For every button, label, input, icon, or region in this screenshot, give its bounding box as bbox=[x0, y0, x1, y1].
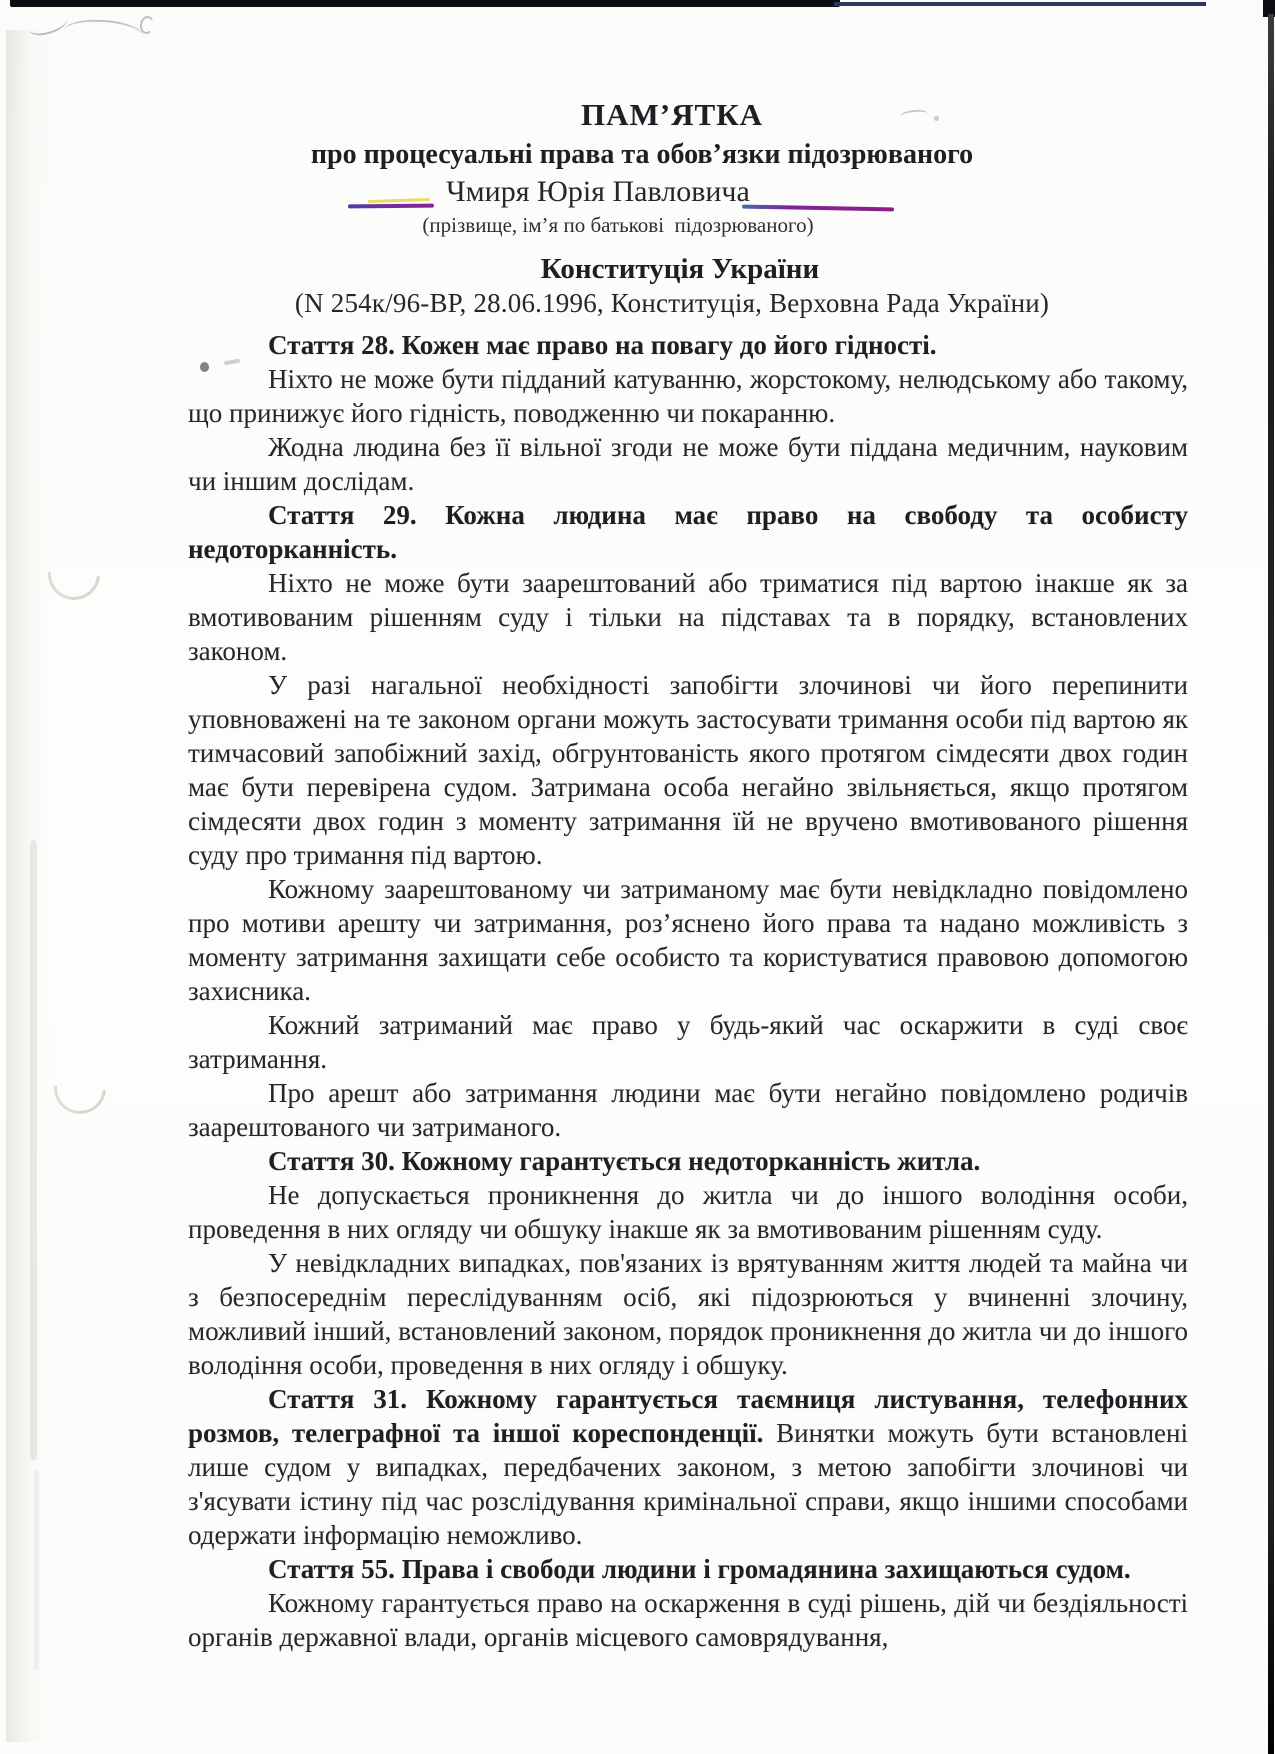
paragraph-text: У разі нагальної необхідності запобігти злочинові чи його перепинити уповноважені на те законом органи можуть застосувати тримання особи під вартою як тимчасовий запобіжний захід, обгрунтованість якого протягом сімдесяти двох годин має бути перевірена судом. Затримана особа негайно звільняється, якщо протягом сімдесяти двох годин з моменту затримання їй не вручено вмотивованого рішення суду про тримання під вартою. bbox=[188, 670, 1188, 870]
paragraph-text: У невідкладних випадках, пов'язаних із врятуванням життя людей та майна чи з безпосереднім переслідуванням осіб, які підозрюються у вчиненні злочину, можливий інший, встановлений законом, порядок проникнення до житла чи до іншого володіння особи, проведення в них огляду і обшуку. bbox=[188, 1248, 1188, 1380]
doc-title: ПАМ’ЯТКА bbox=[580, 97, 763, 132]
law-reference: (N 254к/96-ВР, 28.06.1996, Конституція, Верховна Рада України) bbox=[294, 288, 1050, 318]
paragraph-text: Про арешт або затримання людини має бути негайно повідомлено родичів заарештованого чи затриманого. bbox=[188, 1078, 1188, 1142]
article-paragraph bbox=[188, 498, 1188, 566]
article-paragraph bbox=[188, 328, 1188, 362]
paragraph-text: Винятки можуть бути встановлені лише судом у випадках, передбачених законом, з метою запобігти злочинові чи з'ясувати істину під час розслідування кримінальної справи, якщо іншими способами одержати інформацію неможливо. bbox=[188, 1418, 1188, 1550]
paragraph-text: Ніхто не може бути заарештований або триматися під вартою інакше як за вмотивованим рішенням суду і тільки на підставах та в порядку, встановлених законом. bbox=[188, 568, 1188, 666]
paragraph-text: Кожному заарештованому чи затриманому має бути невідкладно повідомлено про мотиви арешту чи затримання, роз’яснено його права та надано можливість з моменту затримання захищати себе особисто та користуватися правовою допомогою захисника. bbox=[188, 874, 1188, 1006]
article-heading: Стаття 29. Кожна людина має право на свободу та особисту недоторканність. bbox=[188, 500, 1188, 564]
suspect-name: Чмиря Юрія Павловича bbox=[446, 175, 750, 208]
body-paragraph bbox=[188, 872, 1188, 1008]
paragraph-text: Не допускається проникнення до житла чи до іншого володіння особи, проведення в них огляду чи обшуку інакше як за вмотивованим рішенням суду. bbox=[188, 1180, 1188, 1244]
paragraph-text: Кожному гарантується право на оскарження в суді рішень, дій чи бездіяльності органів державної влади, органів місцевого самоврядування, bbox=[188, 1588, 1188, 1652]
body-paragraph bbox=[188, 430, 1188, 498]
law-title: Конституція України bbox=[540, 253, 820, 285]
article-paragraph bbox=[188, 1144, 1188, 1178]
body-paragraph bbox=[188, 1008, 1188, 1076]
article-heading: Стаття 30. Кожному гарантується недоторканність житла. bbox=[268, 1146, 981, 1176]
document-body bbox=[188, 328, 1188, 1654]
law-block bbox=[188, 252, 1188, 320]
article-heading: Стаття 55. Права і свободи людини і громадянина захищаються судом. bbox=[268, 1554, 1131, 1584]
article-heading: Стаття 28. Кожен має право на повагу до його гідності. bbox=[268, 330, 937, 360]
body-paragraph bbox=[188, 1246, 1188, 1382]
article-paragraph bbox=[188, 1552, 1188, 1586]
paragraph-text: Ніхто не може бути підданий катуванню, жорстокому, нелюдському або такому, що принижує його гідність, поводженню чи покаранню. bbox=[188, 364, 1188, 428]
body-paragraph bbox=[188, 668, 1188, 872]
article-paragraph bbox=[188, 1382, 1188, 1552]
paragraph-text: Жодна людина без її вільної згоди не може бути піддана медичним, науковим чи іншим дослідам. bbox=[188, 432, 1188, 496]
paragraph-text: Кожний затриманий має право у будь-який час оскаржити в суді своє затримання. bbox=[188, 1010, 1188, 1074]
body-paragraph bbox=[188, 362, 1188, 430]
body-paragraph bbox=[188, 566, 1188, 668]
body-paragraph bbox=[188, 1178, 1188, 1246]
article-heading: Стаття 31. Кожному гарантується таємниця листування, телефонних розмов, телеграфної та іншої кореспонденції. bbox=[188, 1384, 1188, 1448]
name-caption: (прізвище, ім’я по батькові підозрюваного) bbox=[422, 213, 814, 237]
doc-subtitle: про процесуальні права та обов’язки підозрюваного bbox=[310, 139, 974, 170]
body-paragraph bbox=[188, 1586, 1188, 1654]
body-paragraph bbox=[188, 1076, 1188, 1144]
